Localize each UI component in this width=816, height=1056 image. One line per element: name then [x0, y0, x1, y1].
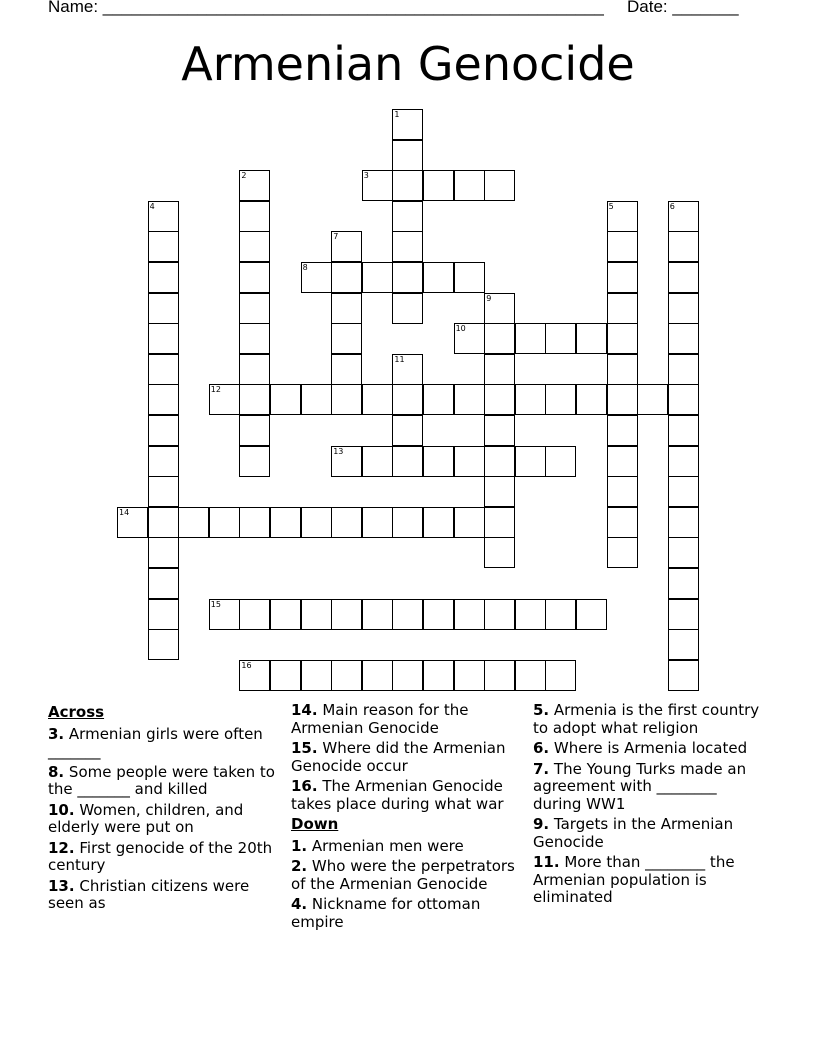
cell-number: 1 — [394, 110, 400, 119]
name-label: Name: _____________________________________________________ — [48, 0, 604, 16]
crossword-cell[interactable] — [209, 384, 240, 415]
crossword-cell[interactable] — [454, 446, 485, 477]
crossword-cell[interactable] — [148, 415, 179, 446]
clue-down-7: 7. The Young Turks made an agreement with ________ during WW1 — [533, 759, 747, 813]
crossword-cell[interactable] — [209, 507, 240, 538]
puzzle-title: Armenian Genocide — [181, 37, 635, 91]
crossword-cell[interactable] — [270, 384, 301, 415]
cell-number: 12 — [210, 385, 221, 395]
crossword-cell[interactable] — [607, 323, 638, 354]
down-heading: Down — [291, 815, 339, 833]
crossword-cell[interactable] — [239, 293, 270, 324]
crossword-cell[interactable] — [392, 384, 423, 415]
crossword-cell[interactable] — [148, 446, 179, 477]
cell-number: 16 — [241, 660, 252, 670]
crossword-cell[interactable] — [607, 262, 638, 293]
crossword-cell[interactable] — [668, 660, 699, 691]
clue-across-8: 8. Some people were taken to the _______ and killed — [48, 762, 275, 798]
crossword-cell[interactable] — [392, 170, 423, 201]
crossword-cell[interactable] — [423, 262, 454, 293]
cell-number: 6 — [669, 201, 675, 211]
crossword-cell[interactable] — [148, 568, 179, 599]
crossword-cell[interactable] — [668, 599, 699, 630]
crossword-cell[interactable] — [484, 354, 515, 385]
date-label: Date: _______ — [627, 0, 739, 16]
clue-across-3: 3. Armenian girls were often _______ — [48, 724, 263, 760]
crossword-cell[interactable] — [392, 599, 423, 630]
crossword-cell[interactable] — [423, 660, 454, 691]
crossword-cell[interactable] — [392, 109, 423, 140]
crossword-cell[interactable] — [545, 323, 576, 354]
crossword-cell[interactable] — [148, 476, 179, 507]
crossword-cell[interactable] — [362, 170, 393, 201]
crossword-cell[interactable] — [607, 231, 638, 262]
crossword-cell[interactable] — [148, 507, 179, 538]
crossword-cell[interactable] — [209, 599, 240, 630]
clue-across-15: 15. Where did the Armenian Genocide occur — [291, 739, 506, 775]
crossword-cell[interactable] — [392, 262, 423, 293]
crossword-cell[interactable] — [239, 170, 270, 201]
crossword-cell[interactable] — [484, 507, 515, 538]
crossword-cell[interactable] — [148, 323, 179, 354]
crossword-cell[interactable] — [362, 599, 393, 630]
crossword-cell[interactable] — [392, 293, 423, 324]
crossword-cell[interactable] — [331, 231, 362, 262]
clue-across-14: 14. Main reason for the Armenian Genocide — [291, 701, 469, 737]
crossword-cell[interactable] — [301, 507, 332, 538]
crossword-cell[interactable] — [484, 170, 515, 201]
crossword-cell[interactable] — [148, 537, 179, 568]
crossword-cell[interactable] — [607, 201, 638, 232]
crossword-cell[interactable] — [331, 446, 362, 477]
crossword-cell[interactable] — [270, 599, 301, 630]
crossword-cell[interactable] — [239, 446, 270, 477]
crossword-cell[interactable] — [392, 446, 423, 477]
crossword-cell[interactable] — [545, 660, 576, 691]
cell-number: 15 — [210, 599, 221, 609]
crossword-cell[interactable] — [239, 384, 270, 415]
cell-number: 2 — [241, 171, 247, 181]
clue-across-16: 16. The Armenian Genocide takes place during what war — [291, 777, 504, 813]
crossword-cell[interactable] — [668, 446, 699, 477]
crossword-cell[interactable] — [423, 170, 454, 201]
crossword-cell[interactable] — [484, 537, 515, 568]
clue-down-9: 9. Targets in the Armenian Genocide — [533, 815, 734, 851]
crossword-cell[interactable] — [331, 384, 362, 415]
crossword-cell[interactable] — [362, 507, 393, 538]
crossword-cell[interactable] — [454, 507, 485, 538]
crossword-cell[interactable] — [392, 660, 423, 691]
crossword-cell[interactable] — [239, 231, 270, 262]
crossword-cell[interactable] — [607, 354, 638, 385]
crossword-cell[interactable] — [668, 201, 699, 232]
crossword-cell[interactable] — [423, 599, 454, 630]
cell-number: 7 — [333, 232, 339, 242]
crossword-cell[interactable] — [607, 293, 638, 324]
crossword-cell[interactable] — [362, 660, 393, 691]
crossword-cell[interactable] — [117, 507, 148, 538]
crossword-cell[interactable] — [392, 201, 423, 232]
crossword-cell[interactable] — [148, 629, 179, 660]
crossword-cell[interactable] — [239, 599, 270, 630]
crossword-cell[interactable] — [392, 354, 423, 385]
crossword-cell[interactable] — [454, 262, 485, 293]
crossword-cell[interactable] — [331, 323, 362, 354]
crossword-cell[interactable] — [545, 446, 576, 477]
crossword-cell[interactable] — [239, 323, 270, 354]
crossword-cell[interactable] — [607, 415, 638, 446]
crossword-cell[interactable] — [637, 384, 668, 415]
cell-number: 11 — [394, 354, 405, 364]
cell-number: 14 — [119, 507, 130, 517]
clue-across-12: 12. First genocide of the 20th century — [48, 838, 273, 874]
cell-number: 10 — [455, 324, 466, 334]
crossword-cell[interactable] — [576, 323, 607, 354]
crossword-cell[interactable] — [239, 507, 270, 538]
crossword-cell[interactable] — [301, 384, 332, 415]
crossword-cell[interactable] — [331, 507, 362, 538]
clue-down-6: 6. Where is Armenia located — [533, 739, 748, 757]
crossword-cell[interactable] — [545, 384, 576, 415]
crossword-cell[interactable] — [331, 262, 362, 293]
across-heading: Across — [48, 703, 105, 721]
clue-down-2: 2. Who were the perpetrators of the Armenian Genocide — [291, 857, 515, 893]
crossword-cell[interactable] — [668, 262, 699, 293]
crossword-cell[interactable] — [454, 599, 485, 630]
crossword-cell[interactable] — [239, 354, 270, 385]
crossword-cell[interactable] — [148, 231, 179, 262]
crossword-cell[interactable] — [607, 384, 638, 415]
cell-number: 5 — [608, 201, 614, 211]
crossword-cell[interactable] — [454, 323, 485, 354]
crossword-cell[interactable] — [423, 507, 454, 538]
clue-down-4: 4. Nickname for ottoman empire — [291, 895, 481, 931]
crossword-cell[interactable] — [484, 599, 515, 630]
crossword-cell[interactable] — [515, 446, 546, 477]
crossword-cell[interactable] — [301, 660, 332, 691]
crossword-cell[interactable] — [515, 599, 546, 630]
clues-column-3 — [533, 702, 765, 910]
crossword-cell[interactable] — [484, 384, 515, 415]
crossword-cell[interactable] — [668, 537, 699, 568]
cell-number: 13 — [333, 446, 344, 456]
crossword-cell[interactable] — [454, 384, 485, 415]
crossword-cell[interactable] — [484, 323, 515, 354]
crossword-cell[interactable] — [607, 476, 638, 507]
clue-down-11: 11. More than ________ the Armenian population is eliminated — [533, 853, 735, 906]
crossword-cell[interactable] — [423, 384, 454, 415]
crossword-cell[interactable] — [668, 629, 699, 660]
crossword-cell[interactable] — [454, 660, 485, 691]
crossword-cell[interactable] — [668, 354, 699, 385]
crossword-cell[interactable] — [331, 599, 362, 630]
crossword-cell[interactable] — [515, 323, 546, 354]
crossword-cell[interactable] — [484, 293, 515, 324]
crossword-cell[interactable] — [392, 507, 423, 538]
clue-across-10: 10. Women, children, and elderly were put on — [48, 800, 244, 836]
clues-column-2 — [291, 702, 523, 934]
crossword-cell[interactable] — [270, 507, 301, 538]
crossword-cell[interactable] — [392, 231, 423, 262]
crossword-cell[interactable] — [331, 293, 362, 324]
crossword-cell[interactable] — [148, 599, 179, 630]
clue-across-13: 13. Christian citizens were seen as — [48, 876, 250, 912]
crossword-cell[interactable] — [392, 415, 423, 446]
crossword-cell[interactable] — [668, 568, 699, 599]
crossword-cell[interactable] — [484, 476, 515, 507]
clue-down-1: 1. Armenian men were — [291, 836, 464, 855]
crossword-cell[interactable] — [270, 660, 301, 691]
crossword-cell[interactable] — [668, 415, 699, 446]
crossword-cell[interactable] — [607, 446, 638, 477]
crossword-cell[interactable] — [362, 384, 393, 415]
crossword-cell[interactable] — [484, 415, 515, 446]
crossword-cell[interactable] — [484, 446, 515, 477]
crossword-cell[interactable] — [607, 537, 638, 568]
crossword-cell[interactable] — [148, 384, 179, 415]
crossword-cell[interactable] — [301, 262, 332, 293]
crossword-cell[interactable] — [331, 354, 362, 385]
crossword-cell[interactable] — [148, 201, 179, 232]
crossword-cell[interactable] — [454, 170, 485, 201]
crossword-cell[interactable] — [576, 384, 607, 415]
crossword-cell[interactable] — [668, 476, 699, 507]
crossword-cell[interactable] — [668, 507, 699, 538]
crossword-cell[interactable] — [148, 293, 179, 324]
cell-number: 8 — [302, 263, 308, 272]
crossword-cell[interactable] — [239, 262, 270, 293]
crossword-cell[interactable] — [668, 231, 699, 262]
crossword-cell[interactable] — [423, 446, 454, 477]
clues-column-1 — [48, 702, 280, 916]
crossword-cell[interactable] — [362, 446, 393, 477]
crossword-cell[interactable] — [576, 599, 607, 630]
crossword-cell[interactable] — [545, 599, 576, 630]
crossword-cell[interactable] — [515, 384, 546, 415]
crossword-cell[interactable] — [301, 599, 332, 630]
crossword-cell[interactable] — [392, 140, 423, 171]
crossword-cell[interactable] — [668, 323, 699, 354]
crossword-cell[interactable] — [148, 262, 179, 293]
crossword-cell[interactable] — [148, 354, 179, 385]
crossword-cell[interactable] — [178, 507, 209, 538]
crossword-cell[interactable] — [668, 384, 699, 415]
clue-down-5: 5. Armenia is the first country to adopt what religion — [533, 701, 760, 737]
crossword-cell[interactable] — [515, 660, 546, 691]
cell-number: 3 — [363, 171, 369, 181]
crossword-cell[interactable] — [668, 293, 699, 324]
crossword-cell[interactable] — [239, 660, 270, 691]
crossword-cell[interactable] — [239, 415, 270, 446]
crossword-cell[interactable] — [362, 262, 393, 293]
crossword-cell[interactable] — [331, 660, 362, 691]
cell-number: 4 — [149, 201, 155, 211]
crossword-cell[interactable] — [484, 660, 515, 691]
cell-number: 9 — [486, 293, 492, 303]
crossword-cell[interactable] — [239, 201, 270, 232]
crossword-cell[interactable] — [607, 507, 638, 538]
